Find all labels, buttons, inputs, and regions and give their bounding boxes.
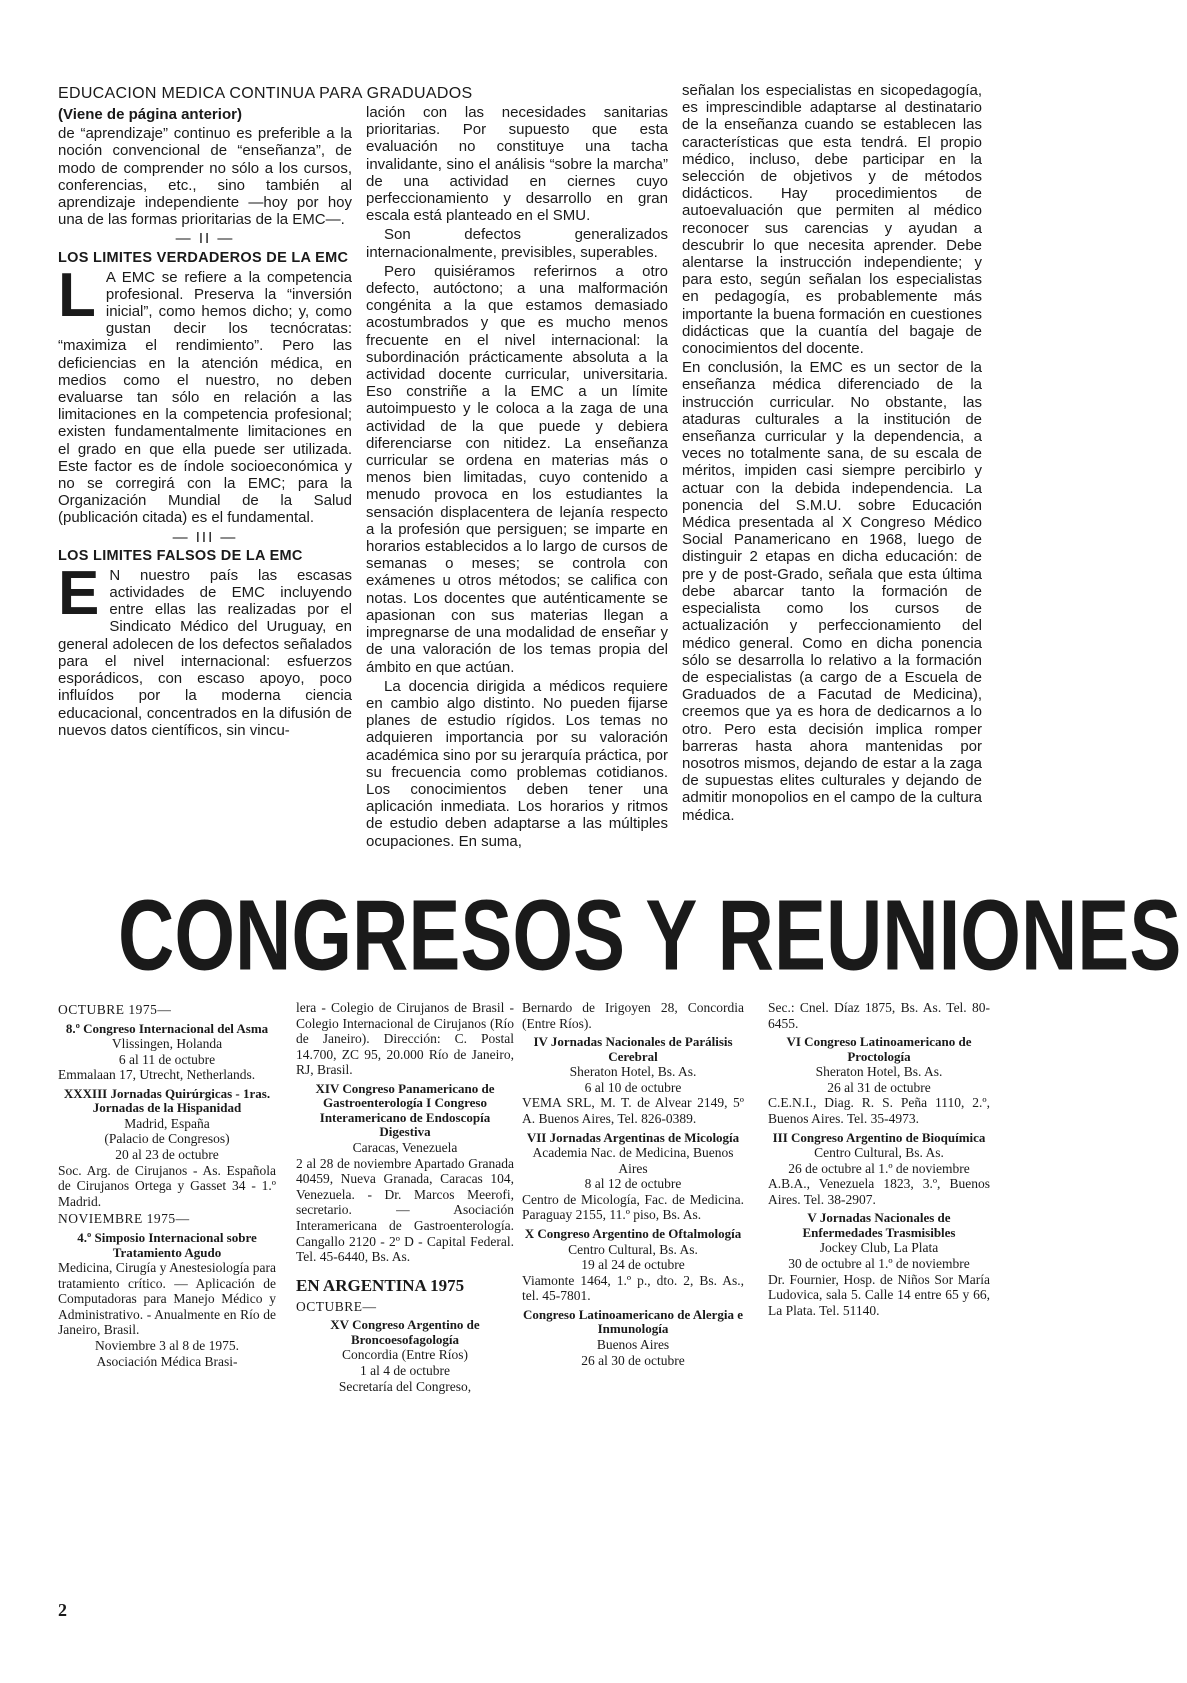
event-detail: Jockey Club, La Plata <box>819 1240 939 1256</box>
section-number: — II — <box>175 230 235 248</box>
region-heading: EN ARGENTINA 1975 <box>296 1275 465 1295</box>
event-title: Congreso Latinoamericano de Alergia e Inmunología <box>522 1306 743 1337</box>
event-title: X Congreso Argentino de Oftalmología <box>524 1226 742 1242</box>
congress-column-4 <box>768 1000 990 1318</box>
paragraph <box>58 260 352 527</box>
event-detail: Emmalaan 17, Utrecht, Netherlands. <box>58 1067 256 1083</box>
event-title: 4.º Simposio Internacional sobre Tratamiento Agudo <box>77 1230 257 1260</box>
event-detail: Centro Cultural, Bs. As. <box>814 1145 944 1161</box>
event-title: VI Congreso Latinoamericano de Proctología <box>786 1034 972 1064</box>
paragraph-text: A EMC se refiere a la competencia profesional. Preserva la “inversión inicial”, como hemos dicho; y, como gustan decir los tecnócratas: “maximiza el rendimiento”. Pero las deficiencias en la atención médica, en medios como el nuestro, no deben evaluarse tan sólo en relación a las limitaciones en la competencia profesional; existen fundamentalmente limitaciones en el grado en que ella puede ser utilizada. Este factor es de índole socioeconómica y no se corregirá con la EMC; para la Organización Mundial de la Salud (publicación citada) es el fundamental. <box>58 268 352 527</box>
event-detail: 8 al 12 de octubre <box>584 1176 682 1192</box>
event-detail: A.B.A., Venezuela 1823, 3.º, Buenos Aires. Tel. 38-2907. <box>768 1176 990 1207</box>
paragraph <box>58 558 352 739</box>
event-detail: Madrid, España <box>124 1115 210 1131</box>
paragraph: La docencia dirigida a médicos requiere en cambio algo distinto. No pueden fijarse planes de estudio rígidos. Los temas no adquieren importancia por su valoración académica sino por su jerarquía práctica, por su frecuencia como problemas cotidianos. Los conocimientos deben tener una aplicación inmediata. Los horarios y ritmos de estudio deben adaptarse a las múltiples ocupaciones. En suma, <box>366 677 668 850</box>
paragraph-text: N nuestro país las escasas actividades de EMC incluyendo entre ellas las realizadas por el Sindicato Médico del Uruguay, en general adolecen de los defectos señalados para el nivel internacional: esfuerzos esporádicos, con escaso apoyo, poco influídos por la moderna ciencia educacional, concentrados en la difusión de nuevos datos científicos, sin vincu- <box>58 566 352 739</box>
event-detail: Concordia (Entre Ríos) <box>342 1347 468 1363</box>
event-detail: 20 al 23 de octubre <box>115 1147 219 1163</box>
section-title: LOS LIMITES FALSOS DE LA EMC <box>58 547 303 564</box>
month-heading: OCTUBRE— <box>296 1298 377 1314</box>
event-detail: Soc. Arg. de Cirujanos - As. Española de Cirujanos Ortega y Gasset 34 - 1.º Madrid. <box>58 1162 276 1209</box>
congress-column-2 <box>296 1000 514 1394</box>
event-detail: Centro de Micología, Fac. de Medicina. Paraguay 2155, 11.º piso, Bs. As. <box>522 1191 744 1223</box>
event-title: XXXIII Jornadas Quirúrgicas - 1ras. Jornadas de la Hispanidad <box>63 1085 271 1116</box>
paragraph: Pero quisiéramos referirnos a otro defecto, autóctono; a una malformación congénita a la que estamos demasiado acostumbrados y que es mucho menos frecuente en el nivel internacional: la subordinación prácticamente absoluta a la actividad docente curricular, universitaria. Eso constriñe a la EMC a un límite autoimpuesto y le coloca a la zaga de una actividad de la que puede y debiera diferenciarse con nitidez. La enseñanza curricular se ordena en materias más o menos bien limitadas, cuyo contenido a menudo provoca en los estudiantes la sensación displacentera de lejanía respecto a la profesión que persiguen; se imparte en horarios establecidos a lo largo de cursos de semanas o meses; se controla con exámenes u otros métodos; se califica con notas. Los docentes que auténticamente se apasionan con sus materias llegan a impregnarse de una modalidad de enseñar y de una valoración de los temas propia del ámbito en que actúan. <box>366 262 668 676</box>
article-emc <box>58 84 1138 910</box>
paragraph: de “aprendizaje” continuo es preferible a la noción convencional de “enseñanza”, de modo de comprender no sólo a los cursos, conferencias, etc., sino también al aprendizaje independiente —hoy por hoy una de las formas prioritarias de la EMC—. <box>58 125 352 229</box>
event-detail: Bernardo de Irigoyen 28, Concordia (Entre Ríos). <box>522 1000 744 1031</box>
event-title: V Jornadas Nacionales de Enfermedades Trasmisibles <box>802 1210 956 1240</box>
event-detail: C.E.N.I., Diag. R. S. Peña 1110, 2.º, Buenos Aires. Tel. 35-4973. <box>768 1095 990 1126</box>
article-column-1 <box>58 84 473 741</box>
event-title: XIV Congreso Panamericano de Gastroenterología I Congreso Interamericano de Endoscopía Digestiva <box>315 1080 495 1140</box>
event-detail: (Palacio de Congresos) <box>104 1131 230 1147</box>
event-detail: Asociación Médica Brasi- <box>96 1353 238 1369</box>
page-number: 2 <box>58 1600 67 1620</box>
event-title: III Congreso Argentino de Bioquímica <box>772 1129 986 1145</box>
event-title: 8.º Congreso Internacional del Asma <box>65 1020 269 1036</box>
article-column-2 <box>366 104 668 852</box>
event-detail: Noviembre 3 al 8 de 1975. <box>95 1338 239 1353</box>
event-detail: 26 de octubre al 1.º de noviembre <box>788 1160 970 1176</box>
event-detail: 1 al 4 de octubre <box>360 1362 450 1378</box>
section-number: — III — <box>172 528 238 546</box>
paragraph: lación con las necesidades sanitarias prioritarias. Por supuesto que esta evaluación no constituye una tacha invalidante, sino el análisis “sobre la marcha” de una actividad en ciernes cuyo perfeccionamiento y desarrollo en gran escala está planteado en el SMU. <box>366 104 668 225</box>
event-detail: 19 al 24 de octubre <box>581 1257 685 1273</box>
drop-cap: L <box>58 260 96 330</box>
event-detail: Buenos Aires <box>596 1336 670 1352</box>
event-detail: Sheraton Hotel, Bs. As. <box>815 1064 943 1080</box>
event-detail: lera - Colegio de Cirujanos de Brasil - Colegio Internacional de Cirujanos (Río de Janeiro). Dirección: C. Postal 14.700, ZC 95, 20.000 Río de Janeiro, RJ, Brasil. <box>296 1000 514 1078</box>
month-heading: OCTUBRE 1975— <box>58 1002 172 1017</box>
month-heading: NOVIEMBRE 1975— <box>58 1211 190 1227</box>
congress-column-1 <box>58 1000 276 1369</box>
event-detail: Dr. Fournier, Hosp. de Niños Sor María Ludovica, sala 5. Calle 14 entre 65 y 66, La Plata. Tel. 51140. <box>768 1271 990 1318</box>
event-title: VII Jornadas Argentinas de Micología <box>526 1129 740 1145</box>
event-detail: 30 de octubre al 1.º de noviembre <box>788 1256 970 1272</box>
event-title: XV Congreso Argentino de Broncoesofagología <box>330 1317 480 1347</box>
event-detail: 26 al 31 de octubre <box>827 1079 931 1095</box>
event-detail: 6 al 11 de octubre <box>118 1051 216 1067</box>
event-detail: Sec.: Cnel. Díaz 1875, Bs. As. Tel. 80-6455. <box>768 1000 990 1031</box>
continued-note: (Viene de página anterior) <box>58 106 242 123</box>
article-column-3 <box>682 82 982 826</box>
event-detail: VEMA SRL, M. T. de Alvear 2149, 5º A. Buenos Aires, Tel. 826-0389. <box>522 1095 744 1126</box>
event-title: IV Jornadas Nacionales de Parálisis Cerebral <box>533 1034 733 1064</box>
section-banner: CONGRESOS Y REUNIONES <box>118 878 1182 992</box>
event-detail: 6 al 10 de octubre <box>584 1079 682 1095</box>
event-detail: Viamonte 1464, 1.º p., dto. 2, Bs. As., tel. 45-7801. <box>522 1272 744 1304</box>
event-detail: Caracas, Venezuela <box>352 1139 458 1155</box>
drop-cap: E <box>58 558 100 628</box>
article-kicker: EDUCACION MEDICA CONTINUA PARA GRADUADOS <box>58 85 473 102</box>
congress-column-3 <box>522 1000 744 1368</box>
event-detail: Vlissingen, Holanda <box>111 1036 223 1052</box>
paragraph: señalan los especialistas en sicopedagogía, es imprescindible adaptarse al destinatario de la enseñanza cuando se establecen las características que esta tendrá. El propio médico, incluso, debe participar en la selección de objetivos y de métodos didácticos. Hay procedimientos de autoevaluación que permiten al médico reconocer sus carencias y ayudan a descubrir lo que necesita aprender. Debe alentarse la instrucción independiente; y para esto, según señalan los especialistas en pedagogía, es probablemente más importante la buena formación en cuestiones didácticas que la cuantía del bagaje de conocimientos del docente. <box>682 82 982 358</box>
section-title: LOS LIMITES VERDADEROS DE LA EMC <box>58 249 349 266</box>
event-detail: Sheraton Hotel, Bs. As. <box>569 1064 697 1080</box>
event-detail: 26 al 30 de octubre <box>581 1352 685 1368</box>
event-detail: Academia Nac. de Medicina, Buenos Aires <box>532 1145 734 1176</box>
event-detail: Medicina, Cirugía y Anestesiología para tratamiento crítico. — Aplicación de Computadoras para Manejo Médico y Administrativo. - Anualmente en Río de Janeiro, Brasil. <box>58 1260 276 1338</box>
event-detail: Centro Cultural, Bs. As. <box>568 1241 698 1257</box>
event-detail: 2 al 28 de noviembre Apartado Granada 40459, Nueva Granada, Caracas 104, Venezuela. - Dr. Marcos Meerofi, secretario. — Asociación Interamericana de Gastroenterología. Cangallo 2120 - 2º D - Capital Federal. Tel. 45-6440, Bs. As. <box>296 1155 514 1265</box>
paragraph: Son defectos generalizados internacionalmente, previsibles, superables. <box>366 226 668 261</box>
paragraph: En conclusión, la EMC es un sector de la enseñanza médica diferenciado de la instrucción curricular. No obstante, las ataduras culturales a la institución de enseñanza curricular y la dependencia, a veces no totalmente sana, de su escala de méritos, impiden casi siempre percibirlo y actuar con la debida independencia. La ponencia del S.M.U. sobre Educación Médica presentada al X Congreso Médico Social Panamericano en 1968, luego de distinguir 2 etapas en dicha educación: de pre y de post-Grado, señala que esta última debe abarcar tanto la formación de especialista como los cursos de actualización y perfeccionamiento del médico general. Como en dicha ponencia sólo se desarrolla lo relativo a la formación de especialistas (a cargo de a Escuela de Graduados de a Facutad de Medicina), creemos que ya es hora de dedicarnos a lo otro. Pero esta decisión implica romper barreras hasta ahora mantenidas por nosotros mismos, dejando de estar a la zaga de supuestas elites culturales y dejando de admitir monopolios en el campo de la cultura médica. <box>682 359 982 824</box>
event-detail: Secretaría del Congreso, <box>338 1378 472 1394</box>
